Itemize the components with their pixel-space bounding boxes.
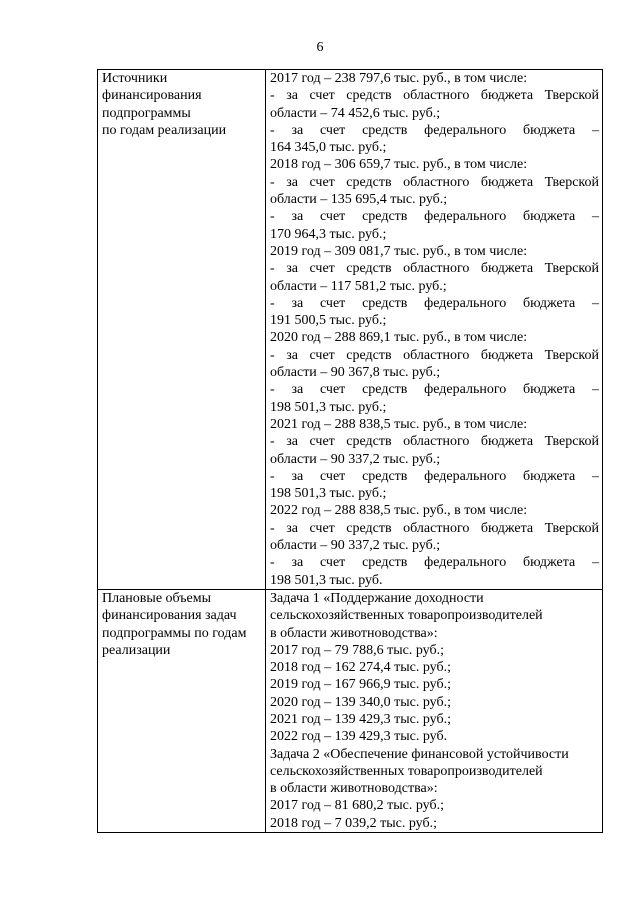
content-line: 164 345,0 тыс. руб.; (270, 140, 387, 156)
label-line: финансирования задач (102, 608, 237, 624)
content-line: 2018 год – 7 039,2 тыс. руб.; (270, 815, 437, 831)
content-line: 2018 год – 162 274,4 тыс. руб.; (270, 660, 451, 676)
content-line: - за счет средств федерального бюджета – (270, 209, 599, 225)
content-line: 2022 год – 288 838,5 тыс. руб., в том числе: (270, 503, 528, 519)
row-label-cell (98, 70, 266, 590)
content-line: 2019 год – 309 081,7 тыс. руб., в том числе: (270, 243, 528, 259)
label-line: по годам реализации (102, 122, 227, 138)
content-line: области – 135 695,4 тыс. руб.; (270, 192, 448, 208)
content-line: 198 501,3 тыс. руб.; (270, 486, 387, 502)
content-line: Задача 1 «Поддержание доходности (270, 590, 484, 606)
content-line: - за счет средств федерального бюджета – (270, 122, 599, 138)
label-line: Источники (102, 71, 168, 86)
content-line: 170 964,3 тыс. руб.; (270, 226, 387, 242)
content-line: - за счет средств областного бюджета Тверской (270, 520, 599, 536)
row-label-cell (98, 589, 266, 832)
row-content-cell (266, 589, 603, 832)
content-line: сельскохозяйственных товаропроизводителей (270, 608, 543, 624)
content-line: 198 501,3 тыс. руб.; (270, 399, 387, 415)
passport-table (97, 69, 603, 833)
table-row-planned-volumes (98, 589, 603, 832)
content-line: - за счет средств областного бюджета Тверской (270, 347, 599, 363)
content-line: в области животноводства»: (270, 781, 438, 797)
content-line: - за счет средств федерального бюджета – (270, 555, 599, 571)
content-line: области – 90 367,8 тыс. руб.; (270, 365, 441, 381)
content-line: 2017 год – 79 788,6 тыс. руб.; (270, 642, 444, 658)
content-line: 2017 год – 81 680,2 тыс. руб.; (270, 798, 444, 814)
content-line: 2020 год – 288 869,1 тыс. руб., в том числе: (270, 330, 528, 346)
row-content-cell (266, 70, 603, 590)
label-line: Плановые объемы (102, 590, 212, 606)
content-line: области – 90 337,2 тыс. руб.; (270, 451, 441, 467)
content-line: - за счет средств областного бюджета Тверской (270, 434, 599, 450)
content-line: - за счет средств областного бюджета Тверской (270, 88, 599, 104)
content-line: 2017 год – 238 797,6 тыс. руб., в том числе: (270, 71, 528, 86)
content-line: 2020 год – 139 340,0 тыс. руб.; (270, 694, 451, 710)
content-line: - за счет средств областного бюджета Тверской (270, 174, 599, 190)
content-line: - за счет средств федерального бюджета – (270, 295, 599, 311)
content-line: - за счет средств областного бюджета Тверской (270, 261, 599, 277)
content-line: 2022 год – 139 429,3 тыс. руб. (270, 729, 448, 745)
table-row-funding-sources (98, 70, 603, 590)
content-line: 2021 год – 139 429,3 тыс. руб.; (270, 711, 451, 727)
label-line: финансирования (102, 88, 202, 104)
content-line: 2021 год – 288 838,5 тыс. руб., в том числе: (270, 416, 528, 432)
label-line: подпрограммы (102, 105, 191, 121)
content-line: 2019 год – 167 966,9 тыс. руб.; (270, 677, 451, 693)
content-line: области – 74 452,6 тыс. руб.; (270, 105, 441, 121)
content-line: области – 117 581,2 тыс. руб.; (270, 278, 447, 294)
content-line: 198 501,3 тыс. руб. (270, 572, 383, 588)
label-line: подпрограммы по годам (102, 625, 247, 641)
content-line: 2018 год – 306 659,7 тыс. руб., в том числе: (270, 157, 528, 173)
content-line: в области животноводства»: (270, 625, 438, 641)
label-line: реализации (102, 642, 171, 658)
content-line: - за счет средств федерального бюджета – (270, 468, 599, 484)
page-number: 6 (316, 40, 324, 55)
content-line: области – 90 337,2 тыс. руб.; (270, 538, 441, 554)
content-line: 191 500,5 тыс. руб.; (270, 313, 387, 329)
content-line: Задача 2 «Обеспечение финансовой устойчивости (270, 746, 569, 762)
content-line: - за счет средств федерального бюджета – (270, 382, 599, 398)
content-line: сельскохозяйственных товаропроизводителей (270, 763, 543, 779)
